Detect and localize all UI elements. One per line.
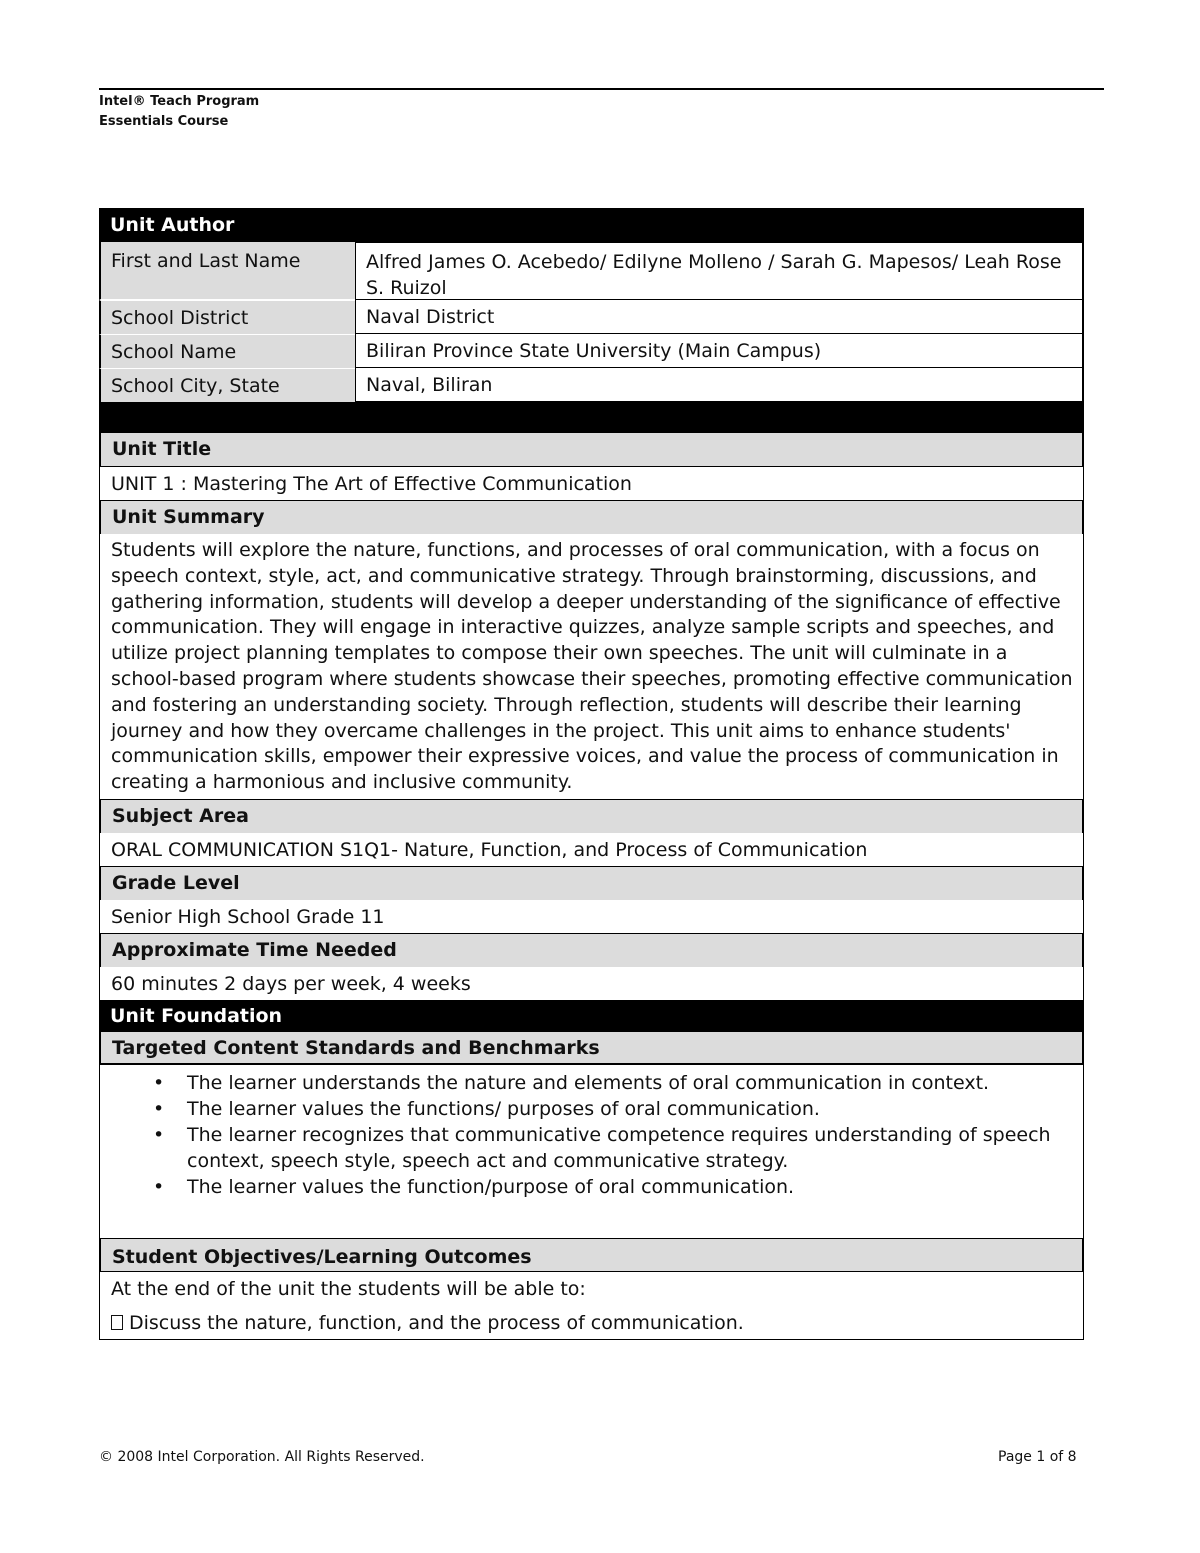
footer-copyright: © 2008 Intel Corporation. All Rights Reserved. bbox=[99, 1449, 425, 1465]
grade-level-value: Senior High School Grade 11 bbox=[99, 900, 1084, 934]
objectives-heading: Student Objectives/Learning Outcomes bbox=[99, 1239, 1084, 1271]
unit-foundation-heading: Unit Foundation bbox=[99, 1000, 1084, 1032]
document-header bbox=[99, 92, 259, 132]
author-name-label: First and Last Name bbox=[99, 242, 355, 300]
school-name-label: School Name bbox=[99, 334, 355, 368]
subject-area-value: ORAL COMMUNICATION S1Q1- Nature, Function, and Process of Communication bbox=[99, 833, 1084, 867]
standards-heading: Targeted Content Standards and Benchmarks bbox=[99, 1032, 1084, 1063]
bullet-icon: • bbox=[153, 1071, 165, 1094]
list-item: • The learner values the functions/ purposes of oral communication. bbox=[153, 1097, 820, 1120]
unit-title-value: UNIT 1 : Mastering The Art of Effective Communication bbox=[99, 466, 1084, 501]
unit-plan-table bbox=[99, 208, 1084, 1340]
time-needed-heading: Approximate Time Needed bbox=[99, 934, 1084, 967]
time-needed-value: 60 minutes 2 days per week, 4 weeks bbox=[99, 967, 1084, 1000]
bullet-icon: • bbox=[153, 1123, 165, 1146]
unit-author-heading: Unit Author bbox=[99, 208, 1084, 242]
list-item: • The learner values the function/purpose of oral communication. bbox=[153, 1175, 795, 1198]
author-row-school bbox=[99, 334, 1084, 368]
school-name-value: Biliran Province State University (Main Campus) bbox=[355, 334, 1084, 368]
program-name: Intel® Teach Program bbox=[99, 94, 260, 109]
standards-list bbox=[99, 1063, 1084, 1239]
school-city-value: Naval, Biliran bbox=[355, 368, 1084, 402]
subject-area-heading: Subject Area bbox=[99, 800, 1084, 833]
checkbox-icon bbox=[111, 1315, 123, 1330]
course-name: Essentials Course bbox=[99, 114, 229, 129]
school-district-label: School District bbox=[99, 300, 355, 334]
author-name-value: Alfred James O. Acebedo/ Edilyne Molleno / Sarah G. Mapesos/ Leah Rose S. Ruizol bbox=[355, 242, 1084, 300]
bullet-icon: • bbox=[153, 1175, 165, 1198]
author-row-name bbox=[99, 242, 1084, 300]
unit-summary-heading: Unit Summary bbox=[99, 501, 1084, 534]
author-row-city bbox=[99, 368, 1084, 402]
header-rule bbox=[99, 88, 1104, 90]
bullet-icon: • bbox=[153, 1097, 165, 1120]
objectives-intro: At the end of the unit the students will be able to: bbox=[99, 1271, 1084, 1306]
unit-summary-value: Students will explore the nature, functions, and processes of oral communication, with a focus on speech context, style, act, and communicative strategy. Through brainstorming, discussions, and gathering information, students will develop a deeper understanding of the significance of effective communication. They will engage in interactive quizzes, analyze sample scripts and speeches, and utilize project planning templates to compose their own speeches. The unit will culminate in a school-based program where students showcase their speeches, promoting effective communication and fostering an understanding society. Through reflection, students will describe their learning journey and how they overcame challenges in the project. This unit aims to enhance students' communication skills, empower their expressive voices, and value the process of communication in creating a harmonious and inclusive community. bbox=[99, 534, 1084, 800]
section-divider bbox=[99, 402, 1084, 433]
grade-level-heading: Grade Level bbox=[99, 867, 1084, 900]
school-city-label: School City, State bbox=[99, 368, 355, 402]
school-district-value: Naval District bbox=[355, 300, 1084, 334]
list-item: • The learner recognizes that communicative competence requires understanding of speech context, speech style, speech act and communicative strategy. bbox=[153, 1123, 1051, 1172]
unit-title-heading: Unit Title bbox=[99, 433, 1084, 466]
footer-page-number: Page 1 of 8 bbox=[998, 1449, 1077, 1465]
objective-item: Discuss the nature, function, and the process of communication. bbox=[99, 1306, 1084, 1340]
author-row-district bbox=[99, 300, 1084, 334]
list-item: • The learner understands the nature and elements of oral communication in context. bbox=[153, 1071, 990, 1094]
